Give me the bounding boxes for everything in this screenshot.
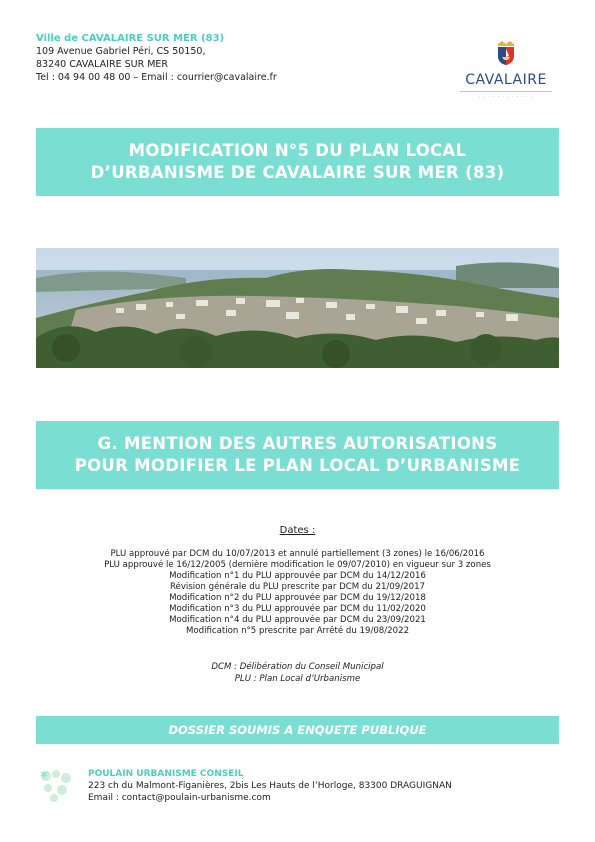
section-title	[36, 421, 559, 489]
address-line-1: 109 Avenue Gabriel Péri, CS 50150,	[36, 46, 206, 57]
date-line: Modification n°3 du PLU approuvée par DCM du 11/02/2020	[169, 604, 426, 614]
logo-wordmark: CAVALAIRE	[465, 72, 547, 88]
crest-icon	[495, 40, 517, 66]
dates-list	[36, 549, 559, 637]
date-line: Révision générale du PLU prescrite par DCM du 21/09/2017	[169, 582, 426, 592]
coastline-illustration	[36, 248, 559, 368]
sender-block	[36, 32, 277, 84]
company-email: Email : contact@poulain-urbanisme.com	[88, 793, 271, 803]
dates-heading: Dates :	[279, 525, 316, 536]
title-line-1: MODIFICATION N°5 DU PLAN LOCAL	[128, 141, 467, 160]
date-line: Modification n°1 du PLU approuvée par DCM du 14/12/2016	[169, 571, 426, 581]
panorama-photo	[36, 248, 559, 368]
company-address: 223 ch du Malmont-Figanières, 2bis Les Hauts de l’Horloge, 83300 DRAGUIGNAN	[88, 781, 452, 791]
legend-dcm: DCM : Délibération du Conseil Municipal	[211, 662, 384, 672]
date-line: Modification n°4 du PLU approuvée par DCM du 23/09/2021	[169, 615, 426, 625]
logo-rule	[460, 91, 552, 92]
date-line: Modification n°5 prescrite par Arrêté du 19/08/2022	[185, 626, 410, 636]
date-line: PLU approuvé par DCM du 10/07/2013 et annulé partiellement (3 zones) le 16/06/2016	[110, 549, 485, 559]
org-name: Ville de CAVALAIRE SUR MER (83)	[36, 33, 225, 44]
author-block	[88, 768, 452, 804]
date-line: Modification n°2 du PLU approuvée par DCM du 19/12/2018	[169, 593, 426, 603]
address-line-2: 83240 CAVALAIRE SUR MER	[36, 59, 168, 70]
legend-plu: PLU : Plan Local d’Urbanisme	[234, 674, 361, 684]
flower-logo-icon	[36, 766, 76, 806]
public-inquiry-banner: DOSSIER SOUMIS A ENQUETE PUBLIQUE	[36, 716, 559, 744]
date-line: PLU approuvé le 16/12/2005 (dernière modification le 09/07/2010) en vigueur sur 3 zones	[104, 560, 491, 570]
document-title	[36, 128, 559, 196]
abbreviation-legend	[36, 661, 559, 685]
title-line-2: D’URBANISME DE CAVALAIRE SUR MER (83)	[90, 163, 505, 182]
section-line-1: G. MENTION DES AUTRES AUTORISATIONS	[97, 434, 498, 453]
svg-text:*: *	[40, 767, 48, 786]
contact-line: Tel : 04 94 00 48 00 – Email : courrier@cavalaire.fr	[36, 72, 277, 83]
logo-tagline: • • • • • • • • • • • •	[478, 94, 534, 98]
company-name: POULAIN URBANISME CONSEIL	[88, 769, 244, 779]
cavalaire-logo	[458, 40, 554, 106]
section-line-2: POUR MODIFIER LE PLAN LOCAL D’URBANISME	[74, 456, 521, 475]
